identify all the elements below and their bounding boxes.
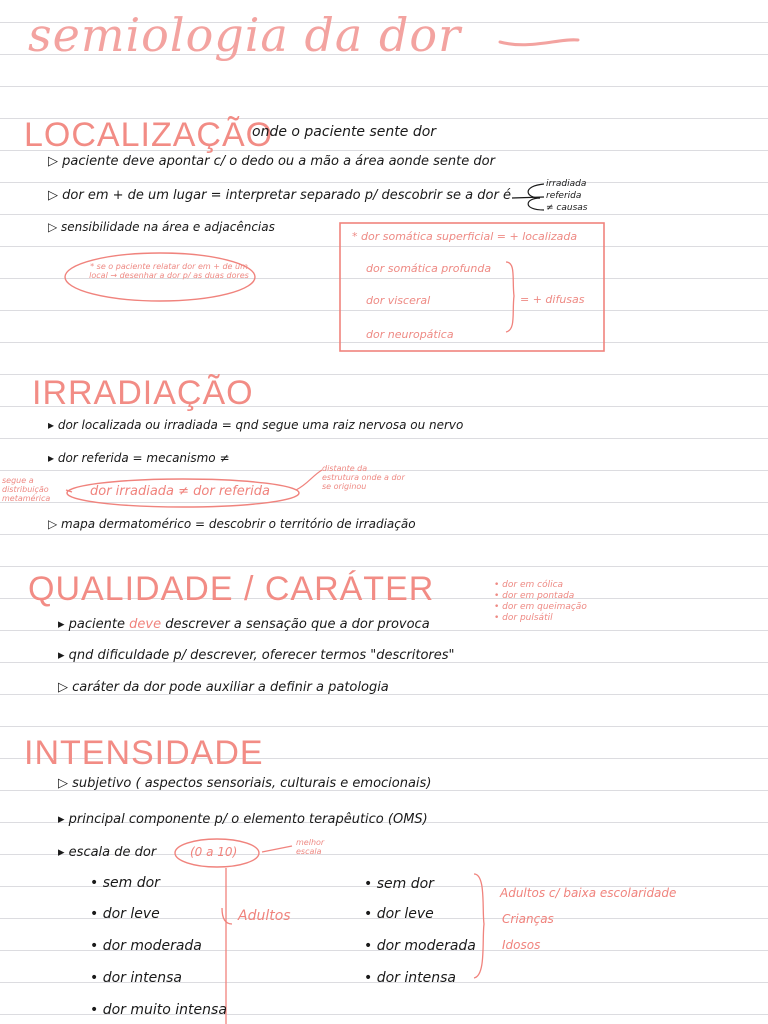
branch-causas: ≠ causas [546,203,588,213]
right-label-idosos: Idosos [502,938,541,952]
branch-irradiada: irradiada [546,179,587,189]
left-scale-intensa: • dor intensa [90,970,182,986]
side-note-colica: • dor em cólica [494,580,564,590]
intensidade-line-2: ▸ principal componente p/ o elemento terapêutico (OMS) [58,812,428,827]
box-item-visceral: dor visceral [366,294,431,307]
right-scale-leve: • dor leve [364,906,434,922]
left-scale-moderada: • dor moderada [90,938,202,954]
right-label-adultos: Adultos c/ baixa escolaridade [500,886,677,900]
right-scale-moderada: • dor moderada [364,938,476,954]
heading-intensidade: INTENSIDADE [24,734,264,772]
box-top-line: * dor somática superficial = + localizada [352,230,578,243]
qualidade-line-1: ▸ paciente deve descrever a sensação que a dor provoca [58,617,430,632]
localizacao-line-3: ▷ sensibilidade na área e adjacências [48,220,275,234]
irradiacao-line-1: ▸ dor localizada ou irradiada = qnd segue uma raiz nervosa ou nervo [48,418,464,432]
scale-note: melhor escala [296,838,325,856]
heading-localizacao: LOCALIZAÇÃO [24,116,274,154]
qualidade-emphasis: deve [129,617,162,632]
qualidade-line-3: ▷ caráter da dor pode auxiliar a definir a patologia [58,680,389,695]
branch-referida: referida [546,191,582,201]
box-bracket-label: = + difusas [520,293,585,306]
heading-qualidade: QUALIDADE / CARÁTER [28,570,435,608]
qualidade-line-2: ▸ qnd dificuldade p/ descrever, oferecer termos "descritores" [58,648,455,663]
right-scale-intensa: • dor intensa [364,970,456,986]
page-title: semiologia da dor [28,8,462,62]
irradiacao-right-note: distante da estrutura onde a dor se originou [322,464,405,491]
localizacao-subtitle: onde o paciente sente dor [252,124,437,140]
oval-note: * se o paciente relatar dor em + de um local → desenhar a dor p/ as duas dores [89,262,249,280]
left-scale-leve: • dor leve [90,906,160,922]
scale-oval-text: (0 a 10) [190,845,238,859]
left-scale-muito-intensa: • dor muito intensa [90,1002,227,1018]
qualidade-side-notes [494,580,587,624]
side-note-queimacao: • dor em queimação [494,602,587,612]
intensidade-scale-line: ▸ escala de dor [58,845,157,860]
box-item-neuropatica: dor neuropática [366,328,454,341]
irradiacao-line-2: ▸ dor referida = mecanismo ≠ [48,451,230,465]
side-note-pontada: • dor em pontada [494,591,575,601]
irradiacao-oval-text: dor irradiada ≠ dor referida [90,484,270,499]
left-scale-label: Adultos [238,908,291,924]
irradiacao-left-note: segue a distribuição metamérica [2,476,51,503]
right-label-criancas: Crianças [502,912,554,926]
intensidade-line-1: ▷ subjetivo ( aspectos sensoriais, culturais e emocionais) [58,776,432,791]
irradiacao-line-3: ▷ mapa dermatomérico = descobrir o território de irradiação [48,517,416,531]
side-note-pulsatil: • dor pulsátil [494,613,553,623]
localizacao-line-2: ▷ dor em + de um lugar = interpretar separado p/ descobrir se a dor é [48,188,511,203]
right-scale-sem-dor: • sem dor [364,876,434,892]
left-scale-sem-dor: • sem dor [90,875,160,891]
heading-irradiacao: IRRADIAÇÃO [32,374,254,412]
box-item-somatica: dor somática profunda [366,262,492,275]
branch-list [546,178,587,214]
localizacao-line-1: ▷ paciente deve apontar c/ o dedo ou a mão a área aonde sente dor [48,154,495,169]
